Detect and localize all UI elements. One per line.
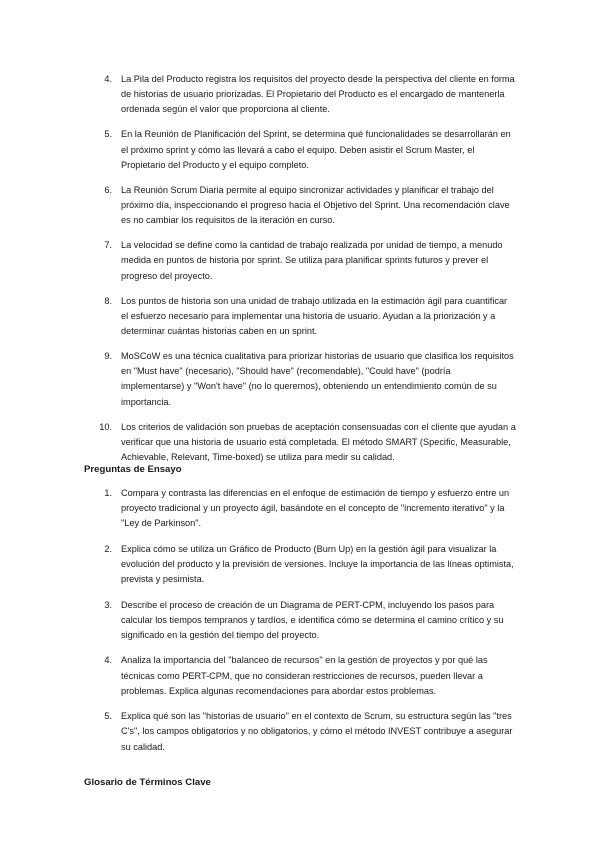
glossary-heading: Glosario de Términos Clave (84, 777, 211, 788)
item-number: 2. (104, 543, 112, 554)
list-item (0, 709, 600, 755)
list-item (0, 238, 600, 284)
list-item (0, 542, 600, 588)
item-number: 8. (104, 295, 112, 306)
item-text: La velocidad se define como la cantidad de trabajo realizada por unidad de tiempo, a menudo medida en puntos de historia por sprint. Se utiliza para planificar sprints futuros y prever el progreso del proyecto. (121, 240, 503, 281)
list-item (0, 127, 600, 173)
essay-question-list (0, 486, 600, 765)
item-number: 4. (104, 655, 112, 666)
item-text: La Reunión Scrum Diaria permite al equipo sincronizar actividades y planificar el trabajo del próximo día, inspeccionando el progreso hacia el Objetivo del Sprint. Una recomendación clave es no cambiar los requisitos de la iteración en curso. (121, 184, 510, 226)
item-number: 6. (104, 184, 112, 195)
item-text: Los criterios de validación son pruebas de aceptación consensuadas con el cliente que ayudan a verificar que una historia de usuario está completada. El método SMART (Specific, Measurable, Achievable, Relevant, Time-boxed) se utiliza para medir su calidad. (121, 421, 516, 463)
item-number: 5. (104, 129, 112, 140)
list-item (0, 598, 600, 644)
item-number: 9. (104, 351, 112, 362)
list-item (0, 349, 600, 410)
list-item (0, 653, 600, 699)
list-item (0, 420, 600, 466)
item-text: Compara y contrasta las diferencias en el enfoque de estimación de tiempo y esfuerzo entre un proyecto tradicional y un proyecto ágil, basándote en el concepto de "incremento iterativo" y la "Ley de Parkinson". (121, 488, 510, 529)
list-item (0, 294, 600, 340)
list-item (0, 183, 600, 229)
list-item (0, 72, 600, 118)
item-text: Explica cómo se utiliza un Gráfico de Producto (Burn Up) en la gestión ágil para visualizar la evolución del producto y la previsión de versiones. Incluye la importancia de las líneas optimista, prevista y pesimista. (121, 543, 514, 585)
item-text: En la Reunión de Planificación del Sprint, se determina qué funcionalidades se desarrollarán en el próximo sprint y cómo las llevará a cabo el equipo. Deben asistir el Scrum Master, el Propietario del Producto y el equipo completo. (121, 129, 511, 170)
item-number: 4. (104, 74, 112, 84)
item-text: La Pila del Producto registra los requisitos del proyecto desde la perspectiva del cliente en forma de historias de usuario priorizadas. El Propietario del Producto es el encargado de mantenerla ordenada según el valor que proporciona al cliente. (121, 74, 515, 115)
item-number: 5. (104, 711, 112, 722)
list-item (0, 486, 600, 532)
essay-heading: Preguntas de Ensayo (84, 464, 182, 475)
item-text: MoSCoW es una técnica cualitativa para priorizar historias de usuario que clasifica los requisitos en "Must have" (necesario), "Should have" (recomendable), "Could have" (podría implementarse) y "Won't have" (no lo queremos), obteniendo un entendimiento común de su importancia. (121, 351, 514, 407)
item-number: 3. (104, 599, 112, 610)
item-text: Los puntos de historia son una unidad de trabajo utilizada en la estimación ágil para cuantificar el esfuerzo necesario para implementar una historia de usuario. Ayudan a la priorización y a determinar cuántas historias caben en un sprint. (121, 295, 508, 337)
item-number: 1. (104, 488, 112, 498)
item-text: Analiza la importancia del "balanceo de recursos" en la gestión de proyectos y por qué las técnicas como PERT-CPM, que no consideran restricciones de recursos, pueden llevar a problemas. Explica algunas recomendaciones para abordar estos problemas. (121, 655, 488, 696)
short-answer-list (0, 72, 600, 475)
item-text: Explica qué son las "historias de usuario" en el contexto de Scrum, su estructura según las "tres C's", los campos obligatorios y no obligatorios, y cómo el método INVEST contribuye a asegurar su calidad. (121, 711, 513, 752)
item-number: 7. (104, 240, 112, 251)
item-number: 10. (99, 421, 112, 432)
item-text: Describe el proceso de creación de un Diagrama de PERT-CPM, incluyendo los pasos para calcular los tiempos tempranos y tardíos, e identifica cómo se determina el camino crítico y su significado en la gestión del tiempo del proyecto. (121, 599, 504, 640)
